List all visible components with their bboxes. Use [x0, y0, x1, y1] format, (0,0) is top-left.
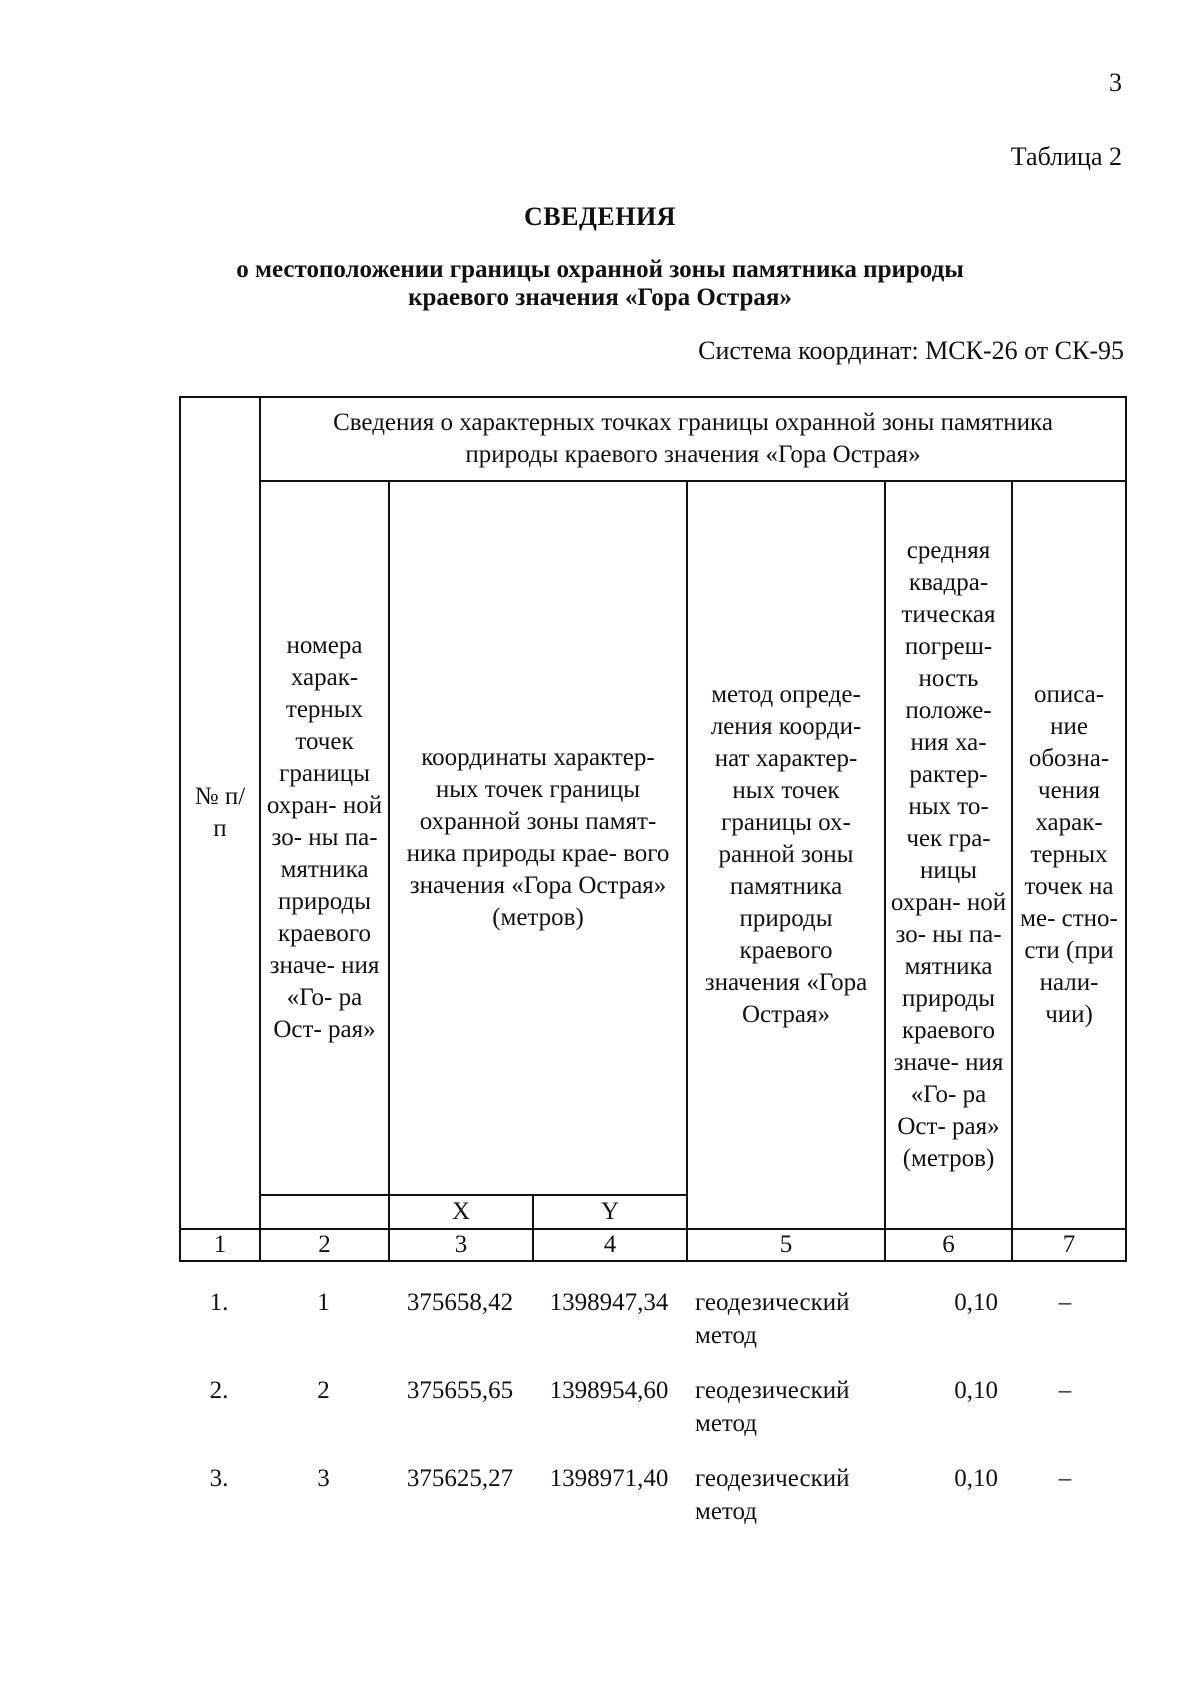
- header-group: Сведения о характерных точках границы охранной зоны памятника природы краевого значения «Гора Острая»: [260, 397, 1126, 481]
- document-title: СВЕДЕНИЯ: [524, 202, 676, 231]
- document-subtitle: [0, 256, 1200, 312]
- header-col-6: средняя квадра- тическая погреш- ность положе- ния ха- рактер- ных то- чек гра- ницы охран- ной зо- ны па- мятника природы краевого значе- ния «Го- ра Ост- рая» (метров): [885, 481, 1012, 1229]
- table-label: Таблица 2: [1010, 142, 1122, 171]
- column-number: 4: [533, 1229, 687, 1261]
- column-number: 6: [885, 1229, 1012, 1261]
- coordinate-y: 1398971,40: [549, 1465, 669, 1492]
- error-value: 0,10: [954, 1289, 998, 1316]
- coordinate-y: 1398954,60: [549, 1377, 669, 1404]
- coordinate-x: 375625,27: [406, 1465, 514, 1492]
- boundary-points-header-table: [179, 396, 1127, 1262]
- column-number: 5: [687, 1229, 885, 1261]
- point-number: 2: [317, 1377, 330, 1404]
- header-col-2: номера харак- терных точек границы охран- ной зо- ны па- мятника природы краевого значе- ния «Го- ра Ост- рая»: [260, 481, 389, 1195]
- column-number: 3: [389, 1229, 533, 1261]
- column-number: 2: [260, 1229, 389, 1261]
- point-number: 3: [317, 1465, 330, 1492]
- method: геодезический метод: [695, 1289, 850, 1349]
- column-number: 7: [1012, 1229, 1126, 1261]
- row-number: 3.: [209, 1465, 229, 1492]
- header-x: X: [389, 1195, 533, 1229]
- coordinate-x: 375655,65: [406, 1377, 514, 1404]
- page-number: 3: [1109, 68, 1122, 97]
- method: геодезический метод: [695, 1465, 850, 1525]
- coordinate-system: Система координат: МСК-26 от СК-95: [698, 336, 1124, 365]
- point-number: 1: [317, 1289, 330, 1316]
- header-col-1: № п/п: [180, 397, 260, 1229]
- subtitle-line-1: о местоположении границы охранной зоны памятника природы: [236, 256, 964, 283]
- method: геодезический метод: [695, 1377, 850, 1437]
- point-description: –: [1058, 1465, 1072, 1492]
- header-col-7: описа- ние обозна- чения харак- терных точек на ме- стно- сти (при нали- чии): [1012, 481, 1126, 1229]
- coordinate-y: 1398947,34: [549, 1289, 669, 1316]
- error-value: 0,10: [954, 1377, 998, 1404]
- row-number: 2.: [209, 1377, 229, 1404]
- point-description: –: [1058, 1289, 1072, 1316]
- coordinate-x: 375658,42: [406, 1289, 514, 1316]
- column-numbers-row: [180, 1229, 1126, 1261]
- header-y: Y: [533, 1195, 687, 1229]
- header-col-2-bottom: [260, 1195, 389, 1229]
- header-col-5: метод опреде- ления коорди- нат характер- ных точек границы ох- ранной зоны памятника природы краевого значения «Гора Острая»: [687, 481, 885, 1229]
- header-col-3-4: координаты характер- ных точек границы охранной зоны памят- ника природы крае- вого значения «Гора Острая» (метров): [389, 481, 687, 1195]
- point-description: –: [1058, 1377, 1072, 1404]
- column-number: 1: [180, 1229, 260, 1261]
- subtitle-line-2: краевого значения «Гора Острая»: [408, 284, 792, 311]
- error-value: 0,10: [954, 1465, 998, 1492]
- row-number: 1.: [209, 1289, 229, 1316]
